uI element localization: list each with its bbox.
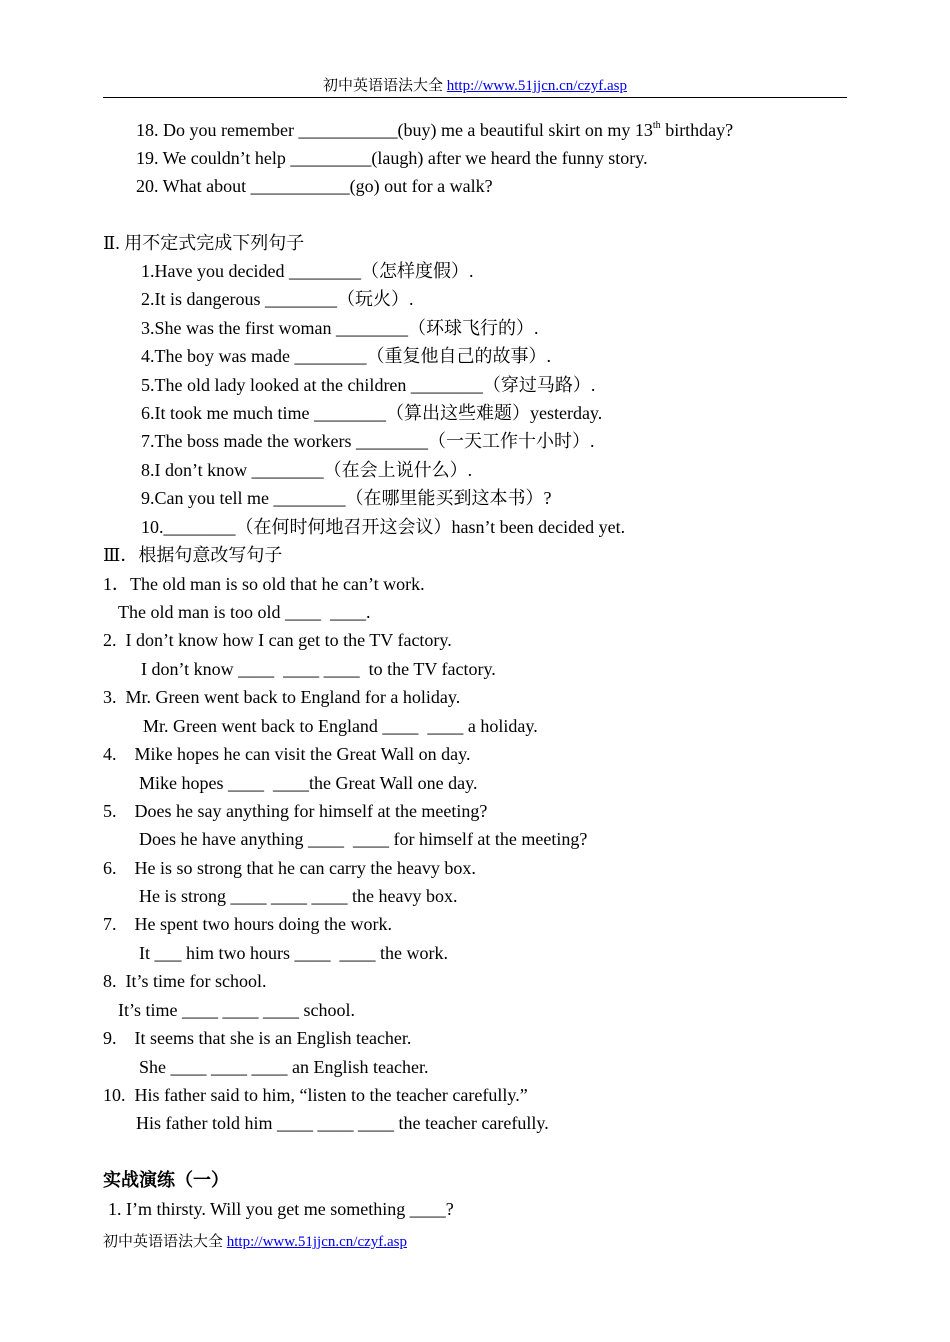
part3-question: 6. He is so strong that he can carry the heavy box. [103,858,476,878]
header-link[interactable]: http://www.51jjcn.cn/czyf.asp [446,78,627,94]
part3-answer: It’s time ____ ____ ____ school. [118,1000,355,1020]
part3-answer: He is strong ____ ____ ____ the heavy box. [139,886,458,906]
part3-question: 7. He spent two hours doing the work. [103,914,392,934]
part3-answer: I don’t know ____ ____ ____ to the TV factory. [141,659,496,679]
section-3-heading: Ⅲ．根据句意改写句子 [103,545,283,565]
part3-answer: It ___ him two hours ____ ____ the work. [139,943,448,963]
part2-item: 10.________（在何时何地召开这会议）hasn’t been decided yet. [141,517,626,537]
part2-item: 4.The boy was made ________（重复他自己的故事）. [141,346,551,366]
question-18-text: 18. Do you remember ___________(buy) me a beautiful skirt on my 13 [136,120,653,140]
practice-question-1: 1. I’m thirsty. Will you get me something ____? [108,1199,454,1219]
part3-question: 4. Mike hopes he can visit the Great Wall on day. [103,744,471,764]
practice-heading: 实战演练（一） [103,1170,229,1190]
section-2-heading: Ⅱ. 用不定式完成下列句子 [103,233,305,253]
part2-item: 5.The old lady looked at the children ________（穿过马路）. [141,375,596,395]
header-divider [103,97,847,98]
part2-item: 3.She was the first woman ________（环球飞行的）. [141,318,539,338]
part3-answer: His father told him ____ ____ ____ the teacher carefully. [136,1113,549,1133]
question-20: 20. What about ___________(go) out for a walk? [136,176,493,196]
part3-answer: Does he have anything ____ ____ for himself at the meeting? [139,829,588,849]
part3-question: 3. Mr. Green went back to England for a holiday. [103,687,461,707]
part3-question: 1．The old man is so old that he can’t work. [103,574,425,594]
part3-answer: Mike hopes ____ ____the Great Wall one day. [139,773,478,793]
header-title: 初中英语语法大全 [323,78,447,94]
footer-title: 初中英语语法大全 [103,1234,227,1250]
question-18 [136,118,733,142]
part3-question: 9. It seems that she is an English teacher. [103,1028,412,1048]
part2-item: 2.It is dangerous ________（玩火）. [141,289,414,309]
part3-question: 5. Does he say anything for himself at the meeting? [103,801,488,821]
page-header [103,76,847,96]
question-18-tail: birthday? [660,120,734,140]
question-18-superscript: th [652,120,661,131]
part3-answer: She ____ ____ ____ an English teacher. [139,1057,429,1077]
part2-item: 8.I don’t know ________（在会上说什么）. [141,460,473,480]
part3-question: 8. It’s time for school. [103,971,267,991]
footer-link[interactable]: http://www.51jjcn.cn/czyf.asp [226,1234,407,1250]
part3-question: 2. I don’t know how I can get to the TV factory. [103,630,452,650]
page-footer [103,1232,407,1252]
part3-answer: Mr. Green went back to England ____ ____ a holiday. [143,716,538,736]
question-19: 19. We couldn’t help _________(laugh) after we heard the funny story. [136,148,648,168]
part2-item: 7.The boss made the workers ________（一天工作十小时）. [141,431,595,451]
part3-question: 10. His father said to him, “listen to the teacher carefully.” [103,1085,528,1105]
part2-item: 1.Have you decided ________（怎样度假）. [141,261,474,281]
part2-item: 9.Can you tell me ________（在哪里能买到这本书）? [141,488,552,508]
part3-answer: The old man is too old ____ ____. [118,602,371,622]
part2-item: 6.It took me much time ________（算出这些难题）yesterday. [141,403,603,423]
